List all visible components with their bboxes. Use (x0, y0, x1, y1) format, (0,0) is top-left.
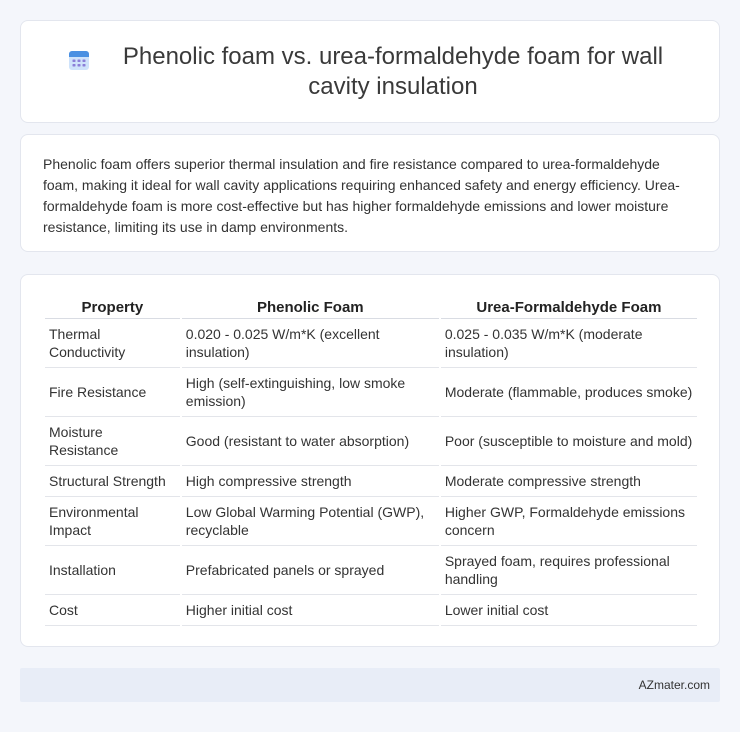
phenolic-cell: High (self-extinguishing, low smoke emission) (182, 368, 439, 417)
table-row (45, 497, 697, 546)
property-cell: Cost (45, 595, 180, 626)
phenolic-cell: Prefabricated panels or sprayed (182, 546, 439, 595)
urea-cell: Sprayed foam, requires professional handling (441, 546, 697, 595)
table-row (45, 466, 697, 497)
header-property: Property (45, 295, 180, 319)
phenolic-cell: High compressive strength (182, 466, 439, 497)
title-card (20, 20, 720, 123)
summary-card (20, 134, 720, 252)
summary-text: Phenolic foam offers superior thermal insulation and fire resistance compared to urea-formaldehyde foam, making it ideal for wall cavity applications requiring enhanced safety and energy efficiency. Urea-formaldehyde foam is more cost-effective but has higher formaldehyde emissions and lower moisture resistance, limiting its use in damp environments. (43, 156, 680, 235)
footer-bar (20, 668, 720, 702)
property-cell: Structural Strength (45, 466, 180, 497)
property-cell: Fire Resistance (45, 368, 180, 417)
comparison-table (43, 295, 699, 626)
urea-cell: Moderate (flammable, produces smoke) (441, 368, 697, 417)
table-row (45, 595, 697, 626)
property-cell: Thermal Conductivity (45, 319, 180, 368)
phenolic-cell: Low Global Warming Potential (GWP), recyclable (182, 497, 439, 546)
urea-cell: Lower initial cost (441, 595, 697, 626)
header-urea-formaldehyde-foam: Urea-Formaldehyde Foam (441, 295, 697, 319)
title-wrap (21, 21, 719, 122)
table-row (45, 368, 697, 417)
table-header-row (45, 295, 697, 319)
property-cell: Moisture Resistance (45, 417, 180, 466)
urea-cell: Higher GWP, Formaldehyde emissions concern (441, 497, 697, 546)
table-row (45, 417, 697, 466)
comparison-card (20, 274, 720, 647)
urea-cell: Poor (susceptible to moisture and mold) (441, 417, 697, 466)
table-row (45, 319, 697, 368)
calendar-icon (67, 48, 91, 72)
urea-cell: 0.025 - 0.035 W/m*K (moderate insulation) (441, 319, 697, 368)
property-cell: Installation (45, 546, 180, 595)
table-row (45, 546, 697, 595)
header-phenolic-foam: Phenolic Foam (182, 295, 439, 319)
property-cell: Environmental Impact (45, 497, 180, 546)
page-title: Phenolic foam vs. urea-formaldehyde foam for wall cavity insulation (122, 42, 664, 100)
phenolic-cell: Good (resistant to water absorption) (182, 417, 439, 466)
phenolic-cell: 0.020 - 0.025 W/m*K (excellent insulation) (182, 319, 439, 368)
phenolic-cell: Higher initial cost (182, 595, 439, 626)
urea-cell: Moderate compressive strength (441, 466, 697, 497)
footer-brand: AZmater.com (638, 678, 710, 692)
